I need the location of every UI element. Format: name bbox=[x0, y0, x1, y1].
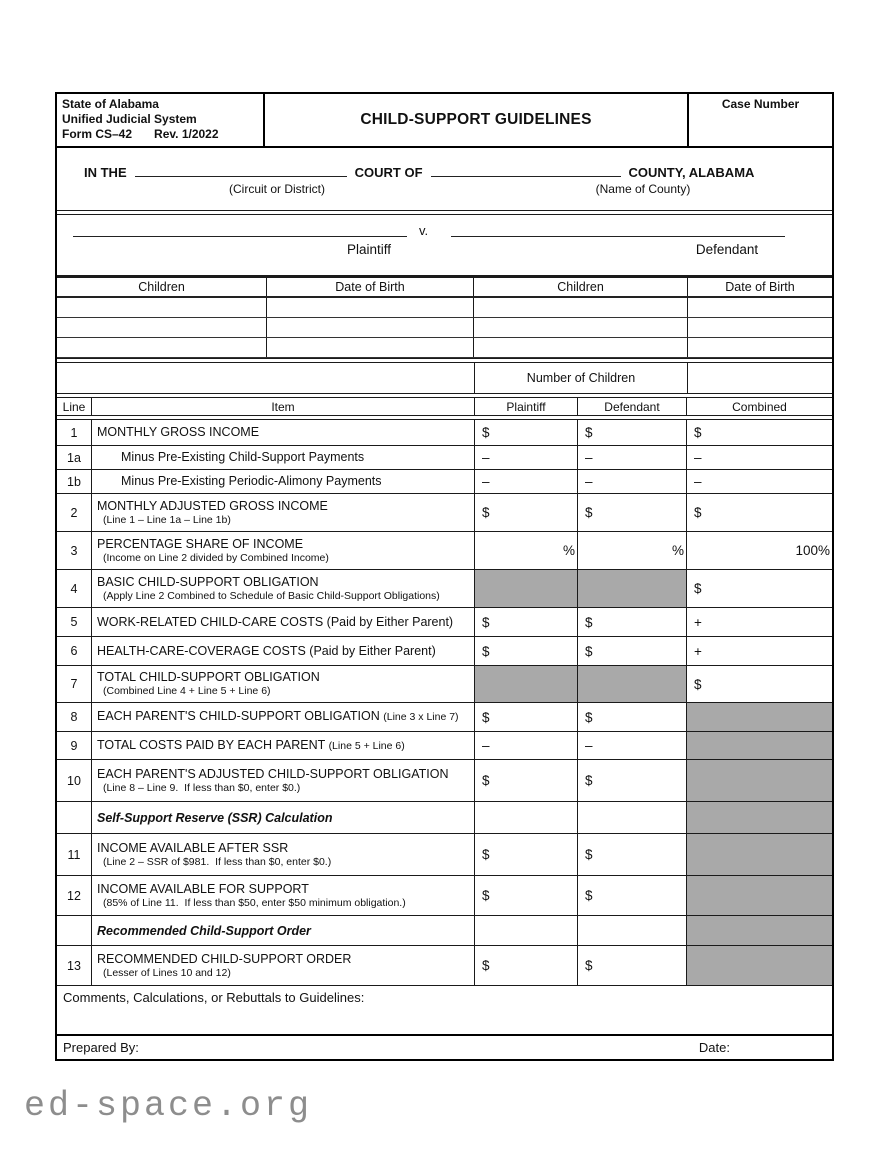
date-label: Date: bbox=[698, 1040, 730, 1055]
section-header-row bbox=[57, 802, 832, 834]
table-row bbox=[57, 732, 832, 760]
item-label: MONTHLY GROSS INCOME bbox=[92, 420, 475, 445]
item-label: PERCENTAGE SHARE OF INCOME (Income on Line 2 divided by Combined Income) bbox=[92, 532, 475, 569]
child-name-cell[interactable] bbox=[57, 338, 267, 357]
line-number: 4 bbox=[57, 570, 92, 607]
court-name-blank[interactable] bbox=[135, 162, 347, 177]
child-name-cell[interactable] bbox=[474, 318, 688, 337]
table-row bbox=[57, 446, 832, 470]
combined-value-cell[interactable]: + bbox=[694, 643, 702, 659]
line-number: 2 bbox=[57, 494, 92, 531]
plaintiff-value-cell[interactable]: – bbox=[475, 470, 578, 493]
section-label: Self-Support Reserve (SSR) Calculation bbox=[92, 802, 475, 833]
plaintiff-value-cell[interactable]: – bbox=[475, 732, 578, 759]
defendant-value-cell[interactable]: $ bbox=[578, 420, 687, 445]
watermark: ed-space.org bbox=[24, 1086, 313, 1126]
plaintiff-value-cell[interactable]: $ bbox=[475, 608, 578, 636]
defendant-value-cell[interactable]: $ bbox=[578, 608, 687, 636]
plaintiff-value-cell[interactable]: $ bbox=[475, 420, 578, 445]
item-label: Minus Pre-Existing Periodic-Alimony Payments bbox=[92, 470, 475, 493]
line-number: 1b bbox=[57, 470, 92, 493]
item-label: TOTAL COSTS PAID BY EACH PARENT (Line 5 + Line 6) bbox=[92, 732, 475, 759]
case-number-box[interactable] bbox=[687, 94, 832, 146]
dob-col-header: Date of Birth bbox=[267, 278, 474, 296]
children-row bbox=[57, 338, 832, 358]
defendant-empty-cell bbox=[578, 916, 687, 945]
combined-shaded-cell bbox=[687, 834, 832, 875]
item-label: INCOME AVAILABLE AFTER SSR (Line 2 – SSR of $981. If less than $0, enter $0.) bbox=[92, 834, 475, 875]
line-number: 1 bbox=[57, 420, 92, 445]
comments-label: Comments, Calculations, or Rebuttals to Guidelines: bbox=[63, 990, 365, 1005]
line-number: 1a bbox=[57, 446, 92, 469]
combined-value-cell[interactable]: $ bbox=[694, 581, 702, 596]
child-dob-cell[interactable] bbox=[688, 338, 832, 357]
county-hint: (Name of County) bbox=[595, 182, 691, 196]
item-label: TOTAL CHILD-SUPPORT OBLIGATION (Combined Line 4 + Line 5 + Line 6) bbox=[92, 666, 475, 702]
table-row bbox=[57, 494, 832, 532]
cs42-form bbox=[55, 92, 834, 1061]
combined-value-cell[interactable]: + bbox=[694, 614, 702, 630]
defendant-name-blank[interactable] bbox=[451, 229, 785, 237]
line-col-header: Line bbox=[57, 398, 92, 415]
defendant-value-cell[interactable]: $ bbox=[578, 637, 687, 665]
combined-value-cell[interactable]: $ bbox=[694, 425, 702, 440]
form-title: CHILD-SUPPORT GUIDELINES bbox=[360, 111, 592, 128]
table-row bbox=[57, 570, 832, 608]
table-row bbox=[57, 703, 832, 732]
plaintiff-name-blank[interactable] bbox=[73, 229, 407, 237]
children-col-header: Children bbox=[57, 278, 267, 296]
combined-shaded-cell bbox=[687, 732, 832, 759]
plaintiff-shaded-cell bbox=[475, 666, 578, 702]
plaintiff-value-cell[interactable]: $ bbox=[475, 703, 578, 731]
defendant-label: Defendant bbox=[695, 242, 759, 257]
table-row bbox=[57, 946, 832, 986]
number-of-children-label[interactable]: Number of Children bbox=[474, 363, 688, 393]
plaintiff-label: Plaintiff bbox=[346, 242, 392, 257]
defendant-value-cell[interactable]: – bbox=[578, 470, 687, 493]
defendant-shaded-cell bbox=[578, 570, 687, 607]
table-row bbox=[57, 532, 832, 570]
children-table-header bbox=[57, 278, 832, 298]
plaintiff-value-cell[interactable]: $ bbox=[475, 946, 578, 985]
plaintiff-value-cell[interactable]: $ bbox=[475, 876, 578, 915]
defendant-value-cell[interactable]: $ bbox=[578, 760, 687, 801]
combined-value-cell[interactable]: $ bbox=[694, 676, 702, 692]
line-number: 12 bbox=[57, 876, 92, 915]
parties-section bbox=[57, 215, 832, 275]
child-name-cell[interactable] bbox=[57, 318, 267, 337]
child-name-cell[interactable] bbox=[474, 338, 688, 357]
line-number bbox=[57, 802, 92, 833]
defendant-value-cell[interactable]: – bbox=[578, 446, 687, 469]
child-dob-cell[interactable] bbox=[688, 318, 832, 337]
child-dob-cell[interactable] bbox=[267, 298, 474, 317]
defendant-value-cell[interactable]: $ bbox=[578, 703, 687, 731]
circuit-hint: (Circuit or District) bbox=[229, 182, 325, 196]
line-number: 3 bbox=[57, 532, 92, 569]
item-col-header: Item bbox=[92, 398, 475, 415]
plaintiff-value-cell[interactable]: % bbox=[475, 532, 578, 569]
combined-value-cell[interactable]: – bbox=[694, 450, 702, 465]
table-row bbox=[57, 420, 832, 446]
combined-value-cell[interactable]: $ bbox=[694, 505, 702, 520]
form-number: Form CS–42 bbox=[62, 127, 133, 141]
court-of-label: COURT OF bbox=[354, 165, 423, 180]
defendant-value-cell[interactable]: $ bbox=[578, 834, 687, 875]
defendant-value-cell[interactable]: – bbox=[578, 732, 687, 759]
combined-shaded-cell bbox=[687, 946, 832, 985]
revision-date: Rev. 1/2022 bbox=[154, 127, 219, 141]
table-row bbox=[57, 760, 832, 802]
plaintiff-value-cell[interactable]: $ bbox=[475, 834, 578, 875]
combined-shaded-cell bbox=[687, 760, 832, 801]
table-row bbox=[57, 608, 832, 637]
county-name-blank[interactable] bbox=[431, 162, 621, 177]
table-row bbox=[57, 876, 832, 916]
children-row bbox=[57, 298, 832, 318]
defendant-value-cell[interactable]: $ bbox=[578, 946, 687, 985]
plaintiff-value-cell[interactable]: – bbox=[475, 446, 578, 469]
line-number: 7 bbox=[57, 666, 92, 702]
plaintiff-empty-cell bbox=[475, 802, 578, 833]
child-name-cell[interactable] bbox=[57, 298, 267, 317]
defendant-value-cell[interactable]: % bbox=[578, 532, 687, 569]
state-label: State of Alabama bbox=[62, 97, 159, 111]
child-dob-cell[interactable] bbox=[267, 338, 474, 357]
children-row bbox=[57, 318, 832, 338]
children-col-header: Children bbox=[474, 278, 688, 296]
court-section bbox=[57, 148, 832, 210]
line-number: 10 bbox=[57, 760, 92, 801]
defendant-col-header: Defendant bbox=[578, 398, 687, 415]
combined-value-cell[interactable]: 100% bbox=[795, 543, 830, 558]
form-header bbox=[57, 94, 832, 148]
versus-label: v. bbox=[419, 223, 429, 238]
in-the-label: IN THE bbox=[84, 165, 127, 180]
line-number: 9 bbox=[57, 732, 92, 759]
table-row bbox=[57, 637, 832, 666]
combined-col-header: Combined bbox=[732, 399, 787, 414]
table-row bbox=[57, 666, 832, 703]
line-number: 13 bbox=[57, 946, 92, 985]
item-label: INCOME AVAILABLE FOR SUPPORT (85% of Line 11. If less than $50, enter $50 minimum obligation.) bbox=[92, 876, 475, 915]
section-header-row bbox=[57, 916, 832, 946]
case-number-label: Case Number bbox=[721, 97, 800, 111]
combined-shaded-cell bbox=[687, 703, 832, 731]
child-name-cell[interactable] bbox=[474, 298, 688, 317]
prepared-by-label: Prepared By: bbox=[63, 1040, 139, 1055]
item-label: BASIC CHILD-SUPPORT OBLIGATION (Apply Line 2 Combined to Schedule of Basic Child-Support Obligations) bbox=[92, 570, 475, 607]
line-number: 6 bbox=[57, 637, 92, 665]
dob-col-header: Date of Birth bbox=[725, 280, 795, 294]
table-row bbox=[57, 470, 832, 494]
line-number bbox=[57, 916, 92, 945]
item-label: RECOMMENDED CHILD-SUPPORT ORDER (Lesser of Lines 10 and 12) bbox=[92, 946, 475, 985]
item-label: WORK-RELATED CHILD-CARE COSTS (Paid by Either Parent) bbox=[92, 608, 475, 636]
table-row bbox=[57, 834, 832, 876]
system-label: Unified Judicial System bbox=[62, 112, 197, 126]
combined-value-cell[interactable]: – bbox=[694, 474, 702, 489]
combined-shaded-cell bbox=[687, 916, 832, 945]
main-table-header bbox=[57, 398, 832, 415]
plaintiff-value-cell[interactable]: $ bbox=[475, 637, 578, 665]
plaintiff-col-header: Plaintiff bbox=[475, 398, 578, 415]
combined-shaded-cell bbox=[687, 802, 832, 833]
comments-area[interactable] bbox=[57, 986, 832, 1036]
item-label: Minus Pre-Existing Child-Support Payments bbox=[92, 446, 475, 469]
combined-shaded-cell bbox=[687, 876, 832, 915]
spacer bbox=[688, 363, 832, 393]
defendant-value-cell[interactable]: $ bbox=[578, 876, 687, 915]
item-label: HEALTH-CARE-COVERAGE COSTS (Paid by Either Parent) bbox=[92, 637, 475, 665]
line-number: 11 bbox=[57, 834, 92, 875]
spacer bbox=[57, 363, 474, 393]
plaintiff-value-cell[interactable]: $ bbox=[475, 494, 578, 531]
defendant-value-cell[interactable]: $ bbox=[578, 494, 687, 531]
defendant-empty-cell bbox=[578, 802, 687, 833]
county-alabama-label: COUNTY, ALABAMA bbox=[628, 165, 755, 180]
prepared-by-row bbox=[57, 1036, 832, 1059]
line-number: 8 bbox=[57, 703, 92, 731]
plaintiff-value-cell[interactable]: $ bbox=[475, 760, 578, 801]
child-dob-cell[interactable] bbox=[267, 318, 474, 337]
item-label: MONTHLY ADJUSTED GROSS INCOME (Line 1 – Line 1a – Line 1b) bbox=[92, 494, 475, 531]
plaintiff-shaded-cell bbox=[475, 570, 578, 607]
defendant-shaded-cell bbox=[578, 666, 687, 702]
section-label: Recommended Child-Support Order bbox=[92, 916, 475, 945]
number-of-children-row bbox=[57, 363, 832, 393]
item-label: EACH PARENT'S ADJUSTED CHILD-SUPPORT OBLIGATION (Line 8 – Line 9. If less than $0, enter $0.) bbox=[92, 760, 475, 801]
child-dob-cell[interactable] bbox=[688, 298, 832, 317]
plaintiff-empty-cell bbox=[475, 916, 578, 945]
line-number: 5 bbox=[57, 608, 92, 636]
agency-block bbox=[57, 94, 265, 146]
item-label: EACH PARENT'S CHILD-SUPPORT OBLIGATION (Line 3 x Line 7) bbox=[92, 703, 475, 731]
